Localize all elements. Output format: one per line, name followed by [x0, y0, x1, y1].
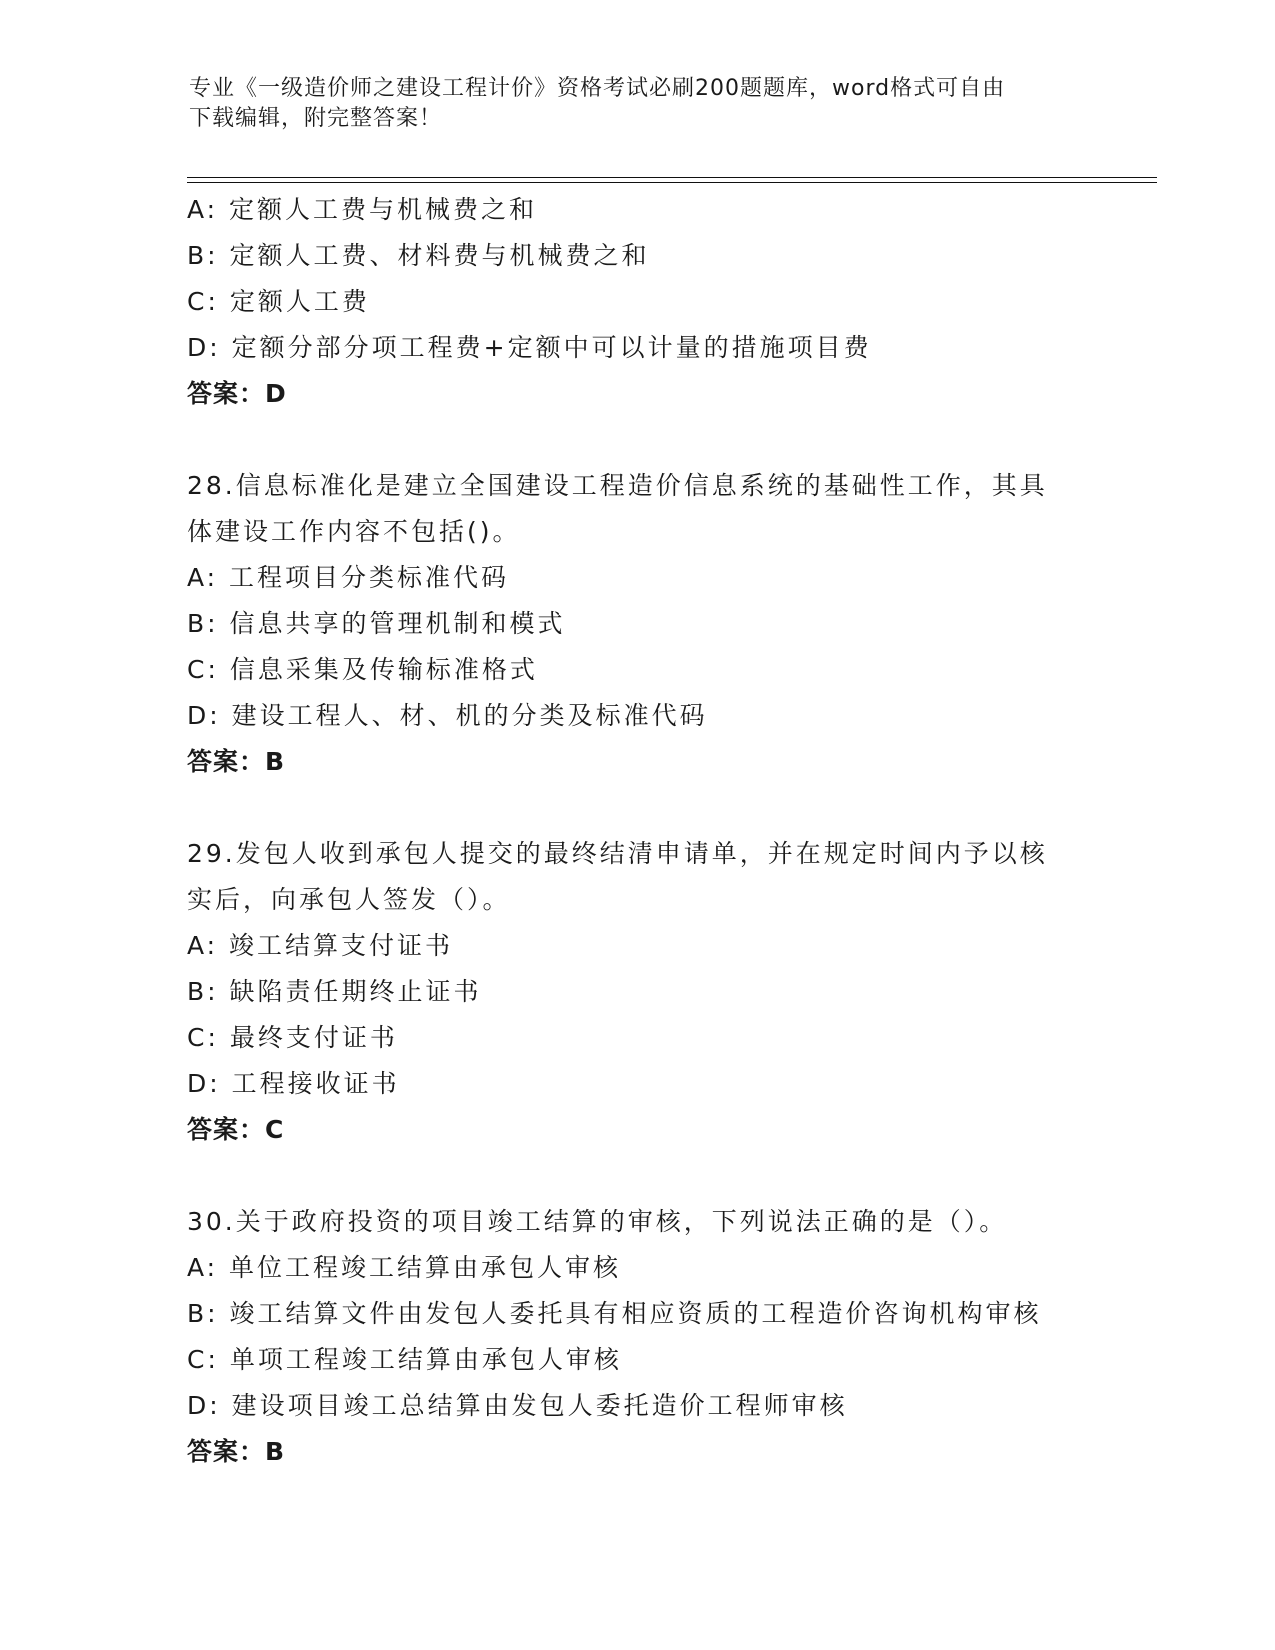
question-28	[187, 463, 1147, 785]
answer-value: B	[265, 747, 286, 776]
option-a: A: 定额人工费与机械费之和	[187, 195, 538, 224]
option-a: A: 竣工结算支付证书	[187, 931, 454, 960]
option-b: B: 定额人工费、材料费与机械费之和	[187, 241, 650, 270]
option-b: B: 缺陷责任期终止证书	[187, 977, 482, 1006]
header-divider-top	[187, 177, 1157, 178]
answer-label: 答案：	[187, 1115, 266, 1144]
option-c: C: 最终支付证书	[187, 1023, 398, 1052]
option-a: A: 单位工程竣工结算由承包人审核	[187, 1253, 622, 1282]
question-30	[187, 1199, 1147, 1475]
question-27	[187, 187, 1147, 417]
option-d: D: 定额分部分项工程费+定额中可以计量的措施项目费	[187, 333, 872, 362]
document-header	[189, 74, 1089, 134]
answer-value: B	[265, 1437, 286, 1466]
question-stem-line-1: 29.发包人收到承包人提交的最终结清申请单，并在规定时间内予以核	[187, 839, 1048, 868]
question-29	[187, 831, 1147, 1153]
answer-label: 答案：	[187, 379, 266, 408]
question-list	[187, 187, 1147, 1475]
question-stem-line-1: 30.关于政府投资的项目竣工结算的审核，下列说法正确的是（）。	[187, 1207, 1008, 1236]
option-d: D: 建设工程人、材、机的分类及标准代码	[187, 701, 708, 730]
answer-line	[187, 739, 1147, 785]
header-line-1: 专业《一级造价师之建设工程计价》资格考试必刷200题题库，word格式可自由	[189, 76, 1006, 101]
header-divider-bottom	[187, 182, 1157, 183]
answer-line	[187, 1429, 1147, 1475]
option-d: D: 工程接收证书	[187, 1069, 400, 1098]
answer-line	[187, 1107, 1147, 1153]
spacer	[187, 785, 1147, 831]
spacer	[187, 417, 1147, 463]
answer-value: D	[265, 379, 287, 408]
option-b: B: 信息共享的管理机制和模式	[187, 609, 566, 638]
question-stem-line-1: 28.信息标准化是建立全国建设工程造价信息系统的基础性工作，其具	[187, 471, 1048, 500]
question-stem-line-2: 体建设工作内容不包括()。	[187, 517, 521, 546]
answer-label: 答案：	[187, 1437, 266, 1466]
option-c: C: 定额人工费	[187, 287, 370, 316]
spacer	[187, 1153, 1147, 1199]
option-d: D: 建设项目竣工总结算由发包人委托造价工程师审核	[187, 1391, 848, 1420]
option-c: C: 信息采集及传输标准格式	[187, 655, 538, 684]
option-a: A: 工程项目分类标准代码	[187, 563, 510, 592]
question-stem-line-2: 实后，向承包人签发（）。	[187, 885, 511, 914]
answer-value: C	[265, 1115, 285, 1144]
answer-line	[187, 371, 1147, 417]
option-b: B: 竣工结算文件由发包人委托具有相应资质的工程造价咨询机构审核	[187, 1299, 1042, 1328]
header-line-2: 下载编辑，附完整答案！	[189, 106, 443, 131]
answer-label: 答案：	[187, 747, 266, 776]
option-c: C: 单项工程竣工结算由承包人审核	[187, 1345, 622, 1374]
